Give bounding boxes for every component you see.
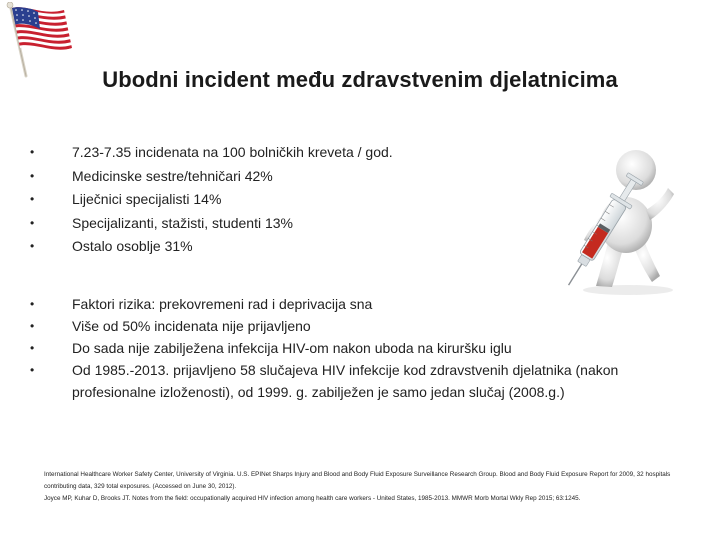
list-item: [30, 141, 393, 165]
bullet-marker: •: [30, 297, 35, 311]
list-item-text: 7.23-7.35 incidenata na 100 bolničkih kreveta / god.: [72, 144, 393, 160]
bullet-marker: •: [30, 239, 35, 253]
bullet-marker: •: [30, 215, 35, 230]
list-item: [30, 337, 680, 359]
list-item-text: Specijalizanti, stažisti, studenti 13%: [72, 214, 293, 231]
bullet-marker: •: [30, 192, 35, 206]
list-item: [30, 235, 393, 259]
page-title: Ubodni incident među zdravstvenim djelatnicima: [102, 66, 618, 92]
list-item-text: Ostalo osoblje 31%: [72, 238, 193, 254]
list-item-text: Od 1985.-2013. prijavljeno 58 slučajeva HIV infekcije kod zdravstvenih djelatnika (nakon profesionalne izloženosti), od 1999. g. zabilježen je samo jedan slučaj (2008.g.): [72, 362, 619, 400]
reference-text: International Healthcare Worker Safety Center, University of Virginia. U.S. EPINet Sharps Injury and Blood and Body Fluid Exposure Surveillance Research Group. Blood and Body Fluid Exposure Report for 2009, 32 hospitals contributing data, 329 total exposures. (Accessed on June 30, 2012).: [44, 471, 671, 490]
list-item: [30, 359, 680, 403]
list-item-text: Do sada nije zabilježena infekcija HIV-om nakon uboda na kiruršku iglu: [72, 340, 512, 356]
list-item-text: Faktori rizika: prekovremeni rad i deprivacija sna: [72, 296, 373, 312]
references: [44, 469, 684, 505]
statistics-list: [30, 141, 393, 259]
list-item: [30, 315, 680, 337]
bullet-marker: •: [30, 363, 35, 377]
list-item-text: Medicinske sestre/tehničari 42%: [72, 167, 273, 184]
risk-facts-list: [30, 293, 680, 403]
bullet-marker: •: [30, 168, 35, 183]
figure-with-syringe-icon: [508, 130, 698, 300]
list-item: [30, 165, 393, 189]
list-item-text: Liječnici specijalisti 14%: [72, 191, 222, 207]
bullet-marker: •: [30, 145, 35, 159]
bullet-marker: •: [30, 319, 35, 333]
bullet-marker: •: [30, 341, 35, 355]
list-item-text: Više od 50% incidenata nije prijavljeno: [72, 318, 311, 334]
reference-text: Joyce MP, Kuhar D, Brooks JT. Notes from the field: occupationally acquired HIV infection among health care workers - United States, 1985-2013. MMWR Morb Mortal Wkly Rep 2015; 63:1245.: [44, 495, 581, 502]
list-item: [30, 212, 393, 236]
list-item: [30, 188, 393, 212]
